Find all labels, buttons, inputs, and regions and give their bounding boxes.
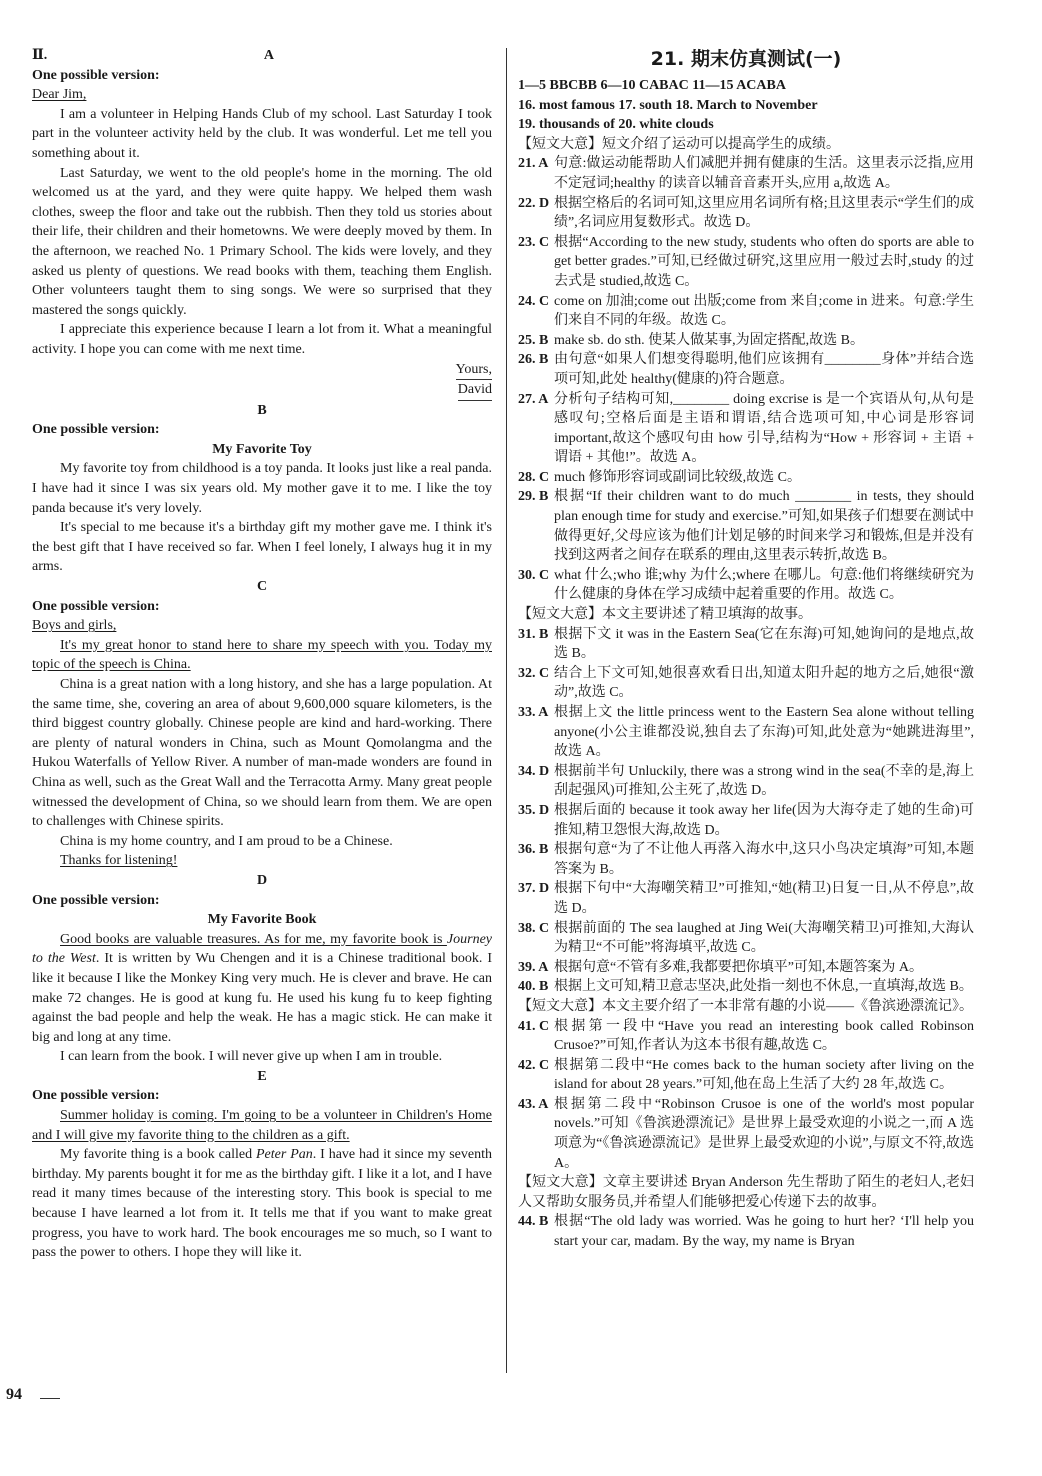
answer-number: 21. A	[518, 156, 549, 172]
answer-list	[518, 1017, 974, 1174]
answer-number: 28. C	[518, 469, 550, 485]
signature-name: David	[458, 380, 492, 401]
answer-explanation: 根据“According to the new study, students who often do sports are able to get better grades.”可知,已经做过研究,这里应用一般过去时,study 的过去式是 studied,故选 C。	[554, 234, 974, 289]
version-label: One possible version:	[32, 67, 160, 83]
right-column	[518, 46, 974, 1252]
answer-number: 43. A	[518, 1096, 549, 1112]
paragraph: I appreciate this experience because I learn a lot from it. What a meaningful activity. I hope you can come with me next time.	[32, 322, 492, 357]
answer-number: 35. D	[518, 802, 550, 818]
page-number-rule	[40, 1398, 60, 1399]
answer-line: 16. most famous 17. south 18. March to November	[518, 97, 818, 113]
answer-explanation: 根据第一段中“Have you read an interesting book called Robinson Crusoe?”可知,作者认为这本书很有趣,故选 C。	[554, 1018, 974, 1054]
answer-explanation: 根据句意“为了不让他人再落入海水中,这只小鸟决定填海”可知,本题答案为 B。	[554, 842, 974, 877]
paragraph-text: . I have had it since my seventh birthday. My parents bought it for me as the birthday gift. I like it a lot, and I have read it many times because of the interesting story. This book is special to me because I have learned a lot from it. It tells me that if you want to make great progress, you have to work hard. The book encourages me so much, so I want to pass the power to others. I hope they will like it.	[32, 1147, 492, 1261]
answer-number: 38. C	[518, 920, 550, 936]
answer-explanation: come on 加油;come out 出版;come from 来自;come in 进来。句意:学生们来自不同的年级。故选 C。	[554, 293, 974, 329]
passage-summary: 【短文大意】本文主要介绍了一本非常有趣的小说——《鲁滨逊漂流记》。	[518, 998, 973, 1014]
answer-number: 34. D	[518, 763, 550, 779]
answer-explanation: 根据空格后的名词可知,这里应用名词所有格;且这里表示“学生们的成绩”,名词应用复数形式。故选 D。	[554, 195, 974, 231]
answer-item	[518, 1056, 974, 1095]
paragraph: It's special to me because it's a birthday gift my mother gave me. I think it's the best gift that I have received so far. When I feel lonely, I always hug it in my arms.	[32, 520, 492, 575]
answer-number: 24. C	[518, 293, 550, 309]
answer-explanation: 根据下文 it was in the Eastern Sea(它在东海)可知,她询问的是地点,故选 B。	[554, 626, 974, 662]
answer-item	[518, 879, 974, 918]
paragraph-text: My favorite thing is a book called	[60, 1147, 256, 1163]
answer-item	[518, 1212, 974, 1251]
answer-explanation: 分析句子结构可知,________ doing excrise is 是一个宾语从句,从句是感叹句;空格后面是主语和谓语,结合选项可知,中心词是形容词 important,故这个感叹句由 how 引导,结构为“How + 形容词 + 主语 + 谓语 + 其他!”。故选 A。	[554, 391, 974, 466]
paragraph: China is my home country, and I am proud to be a Chinese.	[60, 833, 393, 849]
answer-list	[518, 625, 974, 997]
answer-explanation: 结合上下文可知,她很喜欢看日出,知道太阳升起的地方之后,她很“激动”,故选 C。	[554, 665, 974, 701]
letter-closing	[32, 360, 492, 381]
letter-signature	[32, 380, 492, 401]
answer-number: 25. B	[518, 332, 549, 348]
paragraph: Last Saturday, we went to the old people's home in the morning. The old welcomed us at the yard, and they were quite happy. We helped them wash clothes, sweep the floor and take out the rubbish. Then they told us stories about their life, their children and their hometowns. We were deeply moved by them. In the afternoon, we reached No. 1 Primary School. The kids were lovely, and they asked us plenty of questions. We read books with them, teaching them English. Other volunteers taught them to sing songs. We were so surprised that they mastered the songs quickly.	[32, 165, 492, 318]
answer-item	[518, 1095, 974, 1173]
closing-text: Yours,	[456, 360, 492, 381]
left-column	[32, 46, 492, 1263]
answer-list	[518, 154, 974, 605]
answer-explanation: 根据前半句 Unluckily, there was a strong wind in the sea(不幸的是,海上刮起强风)可推知,公主死了,故选 D。	[554, 763, 974, 799]
answer-explanation: 根据上文可知,精卫意志坚决,此处指一刻也不休息,一直填海,故选 B。	[554, 979, 973, 995]
paragraph	[32, 930, 492, 1048]
paragraph-text: Good books are valuable treasures. As for me, my favorite book is	[60, 931, 447, 947]
section-letter-d: D	[256, 872, 268, 888]
answer-item	[518, 958, 974, 978]
paragraph-text: . It is written by Wu Chengen and it is a Chinese traditional book. I like it because I like the Monkey King very much. He is clever and brave. He can make 72 changes. He is good at kung fu. He used his kung fu to keep fighting against the bad people and help the weak. He has a magic stick. He can make it big and long at any time.	[32, 951, 493, 1045]
section-letter-c: C	[256, 579, 268, 595]
essay-title: My Favorite Toy	[212, 441, 312, 457]
answer-item	[518, 390, 974, 468]
answer-number: 41. C	[518, 1018, 550, 1034]
test-title: 21. 期末仿真测试(一)	[650, 48, 842, 70]
paragraph: It's my great honor to stand here to share my speech with you. Today my topic of the speech is China.	[32, 637, 492, 673]
answer-line: 1—5 BBCBB 6—10 CABAC 11—15 ACABA	[518, 78, 786, 93]
answer-explanation: 根据下句中“大海嘲笑精卫”可推知,“她(精卫)日复一日,从不停息”,故选 D。	[554, 881, 974, 916]
answer-explanation: 根据前面的 The sea laughed at Jing Wei(大海嘲笑精卫)可推知,大海认为精卫“不可能”将海填平,故选 C。	[554, 920, 974, 956]
answer-number: 32. C	[518, 665, 550, 681]
answer-item	[518, 233, 974, 292]
answer-number: 44. B	[518, 1214, 549, 1230]
paragraph	[32, 1145, 492, 1263]
column-divider	[506, 48, 507, 1373]
paragraph: My favorite toy from childhood is a toy panda. It looks just like a real panda. I have had it since I was six years old. My mother gave it to me. I like the toy panda because it's very lovely.	[32, 461, 492, 516]
answer-item	[518, 1017, 974, 1056]
answer-number: 33. A	[518, 705, 549, 720]
book-title: Journey to the West	[32, 931, 492, 967]
answer-item	[518, 566, 974, 605]
speech-salutation: Boys and girls,	[32, 618, 117, 634]
speech-closing: Thanks for listening!	[60, 853, 178, 869]
section-letter-a: A	[263, 48, 274, 63]
passage-summary: 【短文大意】本文主要讲述了精卫填海的故事。	[518, 607, 812, 623]
answer-number: 22. D	[518, 195, 550, 211]
version-label: One possible version:	[32, 892, 160, 908]
answer-explanation: much 修饰形容词或副词比较级,故选 C。	[554, 469, 801, 485]
answer-item	[518, 977, 974, 997]
page-number: 94	[6, 1386, 22, 1403]
essay-title: My Favorite Book	[207, 912, 317, 928]
book-title: Peter Pan	[255, 1147, 313, 1163]
answer-item	[518, 703, 974, 762]
answer-number: 29. B	[518, 489, 549, 505]
answer-item	[518, 762, 974, 801]
answer-number: 27. A	[518, 391, 549, 407]
answer-number: 30. C	[518, 567, 550, 583]
section-letter-e: E	[257, 1068, 267, 1084]
answer-item	[518, 331, 974, 351]
answer-explanation: 根据句意“不管有多难,我都要把你填平”可知,本题答案为 A。	[554, 959, 924, 975]
answer-list	[518, 1212, 974, 1251]
letter-salutation: Dear Jim,	[32, 87, 87, 103]
answer-number: 26. B	[518, 352, 549, 368]
section-letter-b: B	[257, 402, 267, 418]
answer-item	[518, 194, 974, 233]
answer-explanation: 根据上文 the little princess went to the Eastern Sea alone without telling anyone(小公主谁都没说,独自去了东海)可知,此处意为“她跳进海里”,故选 A。	[554, 705, 974, 760]
answer-explanation: 由句意“如果人们想变得聪明,他们应该拥有________身体”并结合选项可知,此处 healthy(健康的)符合题意。	[554, 352, 974, 387]
answer-item	[518, 664, 974, 703]
answer-explanation: 根据“If their children want to do much ________ in tests, they should plan enough time for study and exercise.”可知,如果孩子们想要在测试中做得更好,父母应该为他们计划足够的时间来学习和锻炼,但是并没有找到这两者之间存在联系的理由,这里表示转折,故选 B。	[554, 489, 974, 564]
answer-item	[518, 801, 974, 840]
paragraph: I am a volunteer in Helping Hands Club of my school. Last Saturday I took part in the volunteer activity held by the club. It was wonderful. Let me tell you something about it.	[32, 106, 492, 161]
answer-number: 31. B	[518, 626, 549, 642]
answer-number: 42. C	[518, 1057, 550, 1073]
answer-explanation: 根据第二段中“Robinson Crusoe is one of the world's most popular novels.”可知《鲁滨逊漂流记》是世界上最受欢迎的小说之一,而 A 选项意为“《鲁滨逊漂流记》是世界上最受欢迎的小说”,与原文不符,故选 A。	[554, 1096, 974, 1171]
answer-item	[518, 292, 974, 331]
answer-number: 23. C	[518, 234, 550, 250]
answer-item	[518, 487, 974, 565]
paragraph: China is a great nation with a long history, and she has a large population. At the same time, she, covering an area of about 9,600,000 square kilometers, is the third biggest country globally. Chinese people are kind and hard-working. There are plenty of natural wonders in China, such as Mount Qomolangma and the Hukou Waterfalls of Yellow River. A number of man-made wonders are found in China as well, such as the Great Wall and the Terracotta Army. Many great people witnessed the development of China, so we should learn from them. We are open to challenges with Chinese spirits.	[32, 677, 492, 830]
version-label: One possible version:	[32, 1088, 160, 1104]
answer-item	[518, 840, 974, 879]
version-label: One possible version:	[32, 598, 160, 614]
answer-item	[518, 919, 974, 958]
passage-summary: 【短文大意】短文介绍了运动可以提高学生的成绩。	[518, 136, 840, 152]
answer-explanation: 根据第二段中“He comes back to the human society after living on the island for about 28 years.”可知,他在岛上生活了大约 28 年,故选 C。	[554, 1057, 974, 1093]
roman-numeral: Ⅱ.	[32, 48, 48, 63]
answer-number: 40. B	[518, 979, 549, 995]
answer-number: 36. B	[518, 842, 549, 858]
answer-explanation: 根据后面的 because it took away her life(因为大海夺走了她的生命)可推知,精卫怨恨大海,故选 D。	[554, 802, 974, 838]
section-a-header	[32, 46, 492, 66]
answer-item	[518, 350, 974, 389]
paragraph: Summer holiday is coming. I'm going to be a volunteer in Children's Home and I will give my favorite thing to the children as a gift.	[32, 1108, 492, 1143]
answer-explanation: 句意:做运动能帮助人们减肥并拥有健康的生活。这里表示泛指,应用不定冠词;healthy 的读音以辅音音素开头,应用 a,故选 A。	[554, 156, 974, 191]
version-label: One possible version:	[32, 422, 160, 438]
paragraph: I can learn from the book. I will never give up when I am in trouble.	[60, 1049, 443, 1065]
answer-item	[518, 468, 974, 488]
answer-number: 39. A	[518, 959, 549, 975]
answer-item	[518, 154, 974, 193]
passage-summary: 【短文大意】文章主要讲述 Bryan Anderson 先生帮助了陌生的老妇人,老妇人又帮助女服务员,并希望人们能够把爱心传递下去的故事。	[518, 1175, 974, 1210]
answer-explanation: 根据“The old lady was worried. Was he going to hurt her? ‘I'll help you start your car, madam. By the way, my name is Bryan	[554, 1214, 974, 1250]
answer-line: 19. thousands of 20. white clouds	[518, 117, 714, 133]
answer-number: 37. D	[518, 881, 550, 897]
answer-explanation: what 什么;who 谁;why 为什么;where 在哪儿。句意:他们将继续研究为什么健康的身体在学习成绩中起着重要的作用。故选 C。	[554, 567, 974, 603]
answer-explanation: make sb. do sth. 使某人做某事,为固定搭配,故选 B。	[554, 332, 864, 348]
answer-item	[518, 625, 974, 664]
